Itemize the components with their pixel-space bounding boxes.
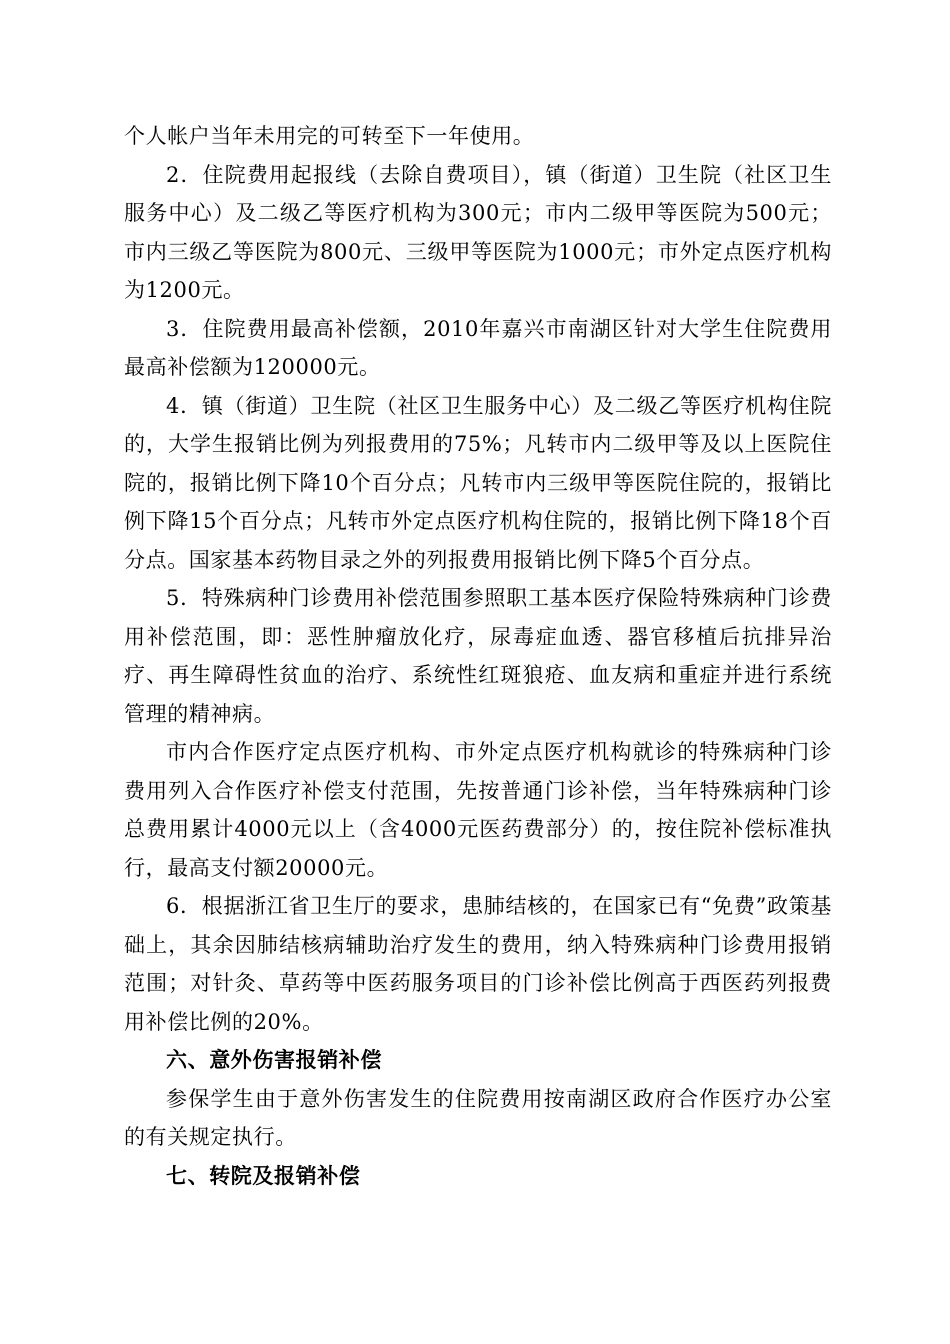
paragraph-tuberculosis-policy: 6．根据浙江省卫生厅的要求，患肺结核的，在国家已有“免费”政策基础上，其余因肺结核病辅助治疗发生的费用，纳入特殊病种门诊费用报销范围；对针灸、草药等中医药服务项目的门诊补偿比例高于西医药列报费用补偿比例的20%。	[124, 894, 832, 1034]
paragraph-special-disease-payment: 市内合作医疗定点医疗机构、市外定点医疗机构就诊的特殊病种门诊费用列入合作医疗补偿支付范围，先按普通门诊补偿，当年特殊病种门诊总费用累计4000元以上（含4000元医药费部分）的，按住院补偿标准执行，最高支付额20000元。	[124, 740, 832, 880]
section-heading-accidental-injury: 六、意外伤害报销补偿	[166, 1048, 382, 1072]
paragraph-personal-account: 个人帐户当年未用完的可转至下一年使用。	[124, 124, 535, 148]
paragraph-reimbursement-ratio: 4．镇（街道）卫生院（社区卫生服务中心）及二级乙等医疗机构住院的，大学生报销比例为列报费用的75%；凡转市内二级甲等及以上医院住院的，报销比例下降10个百分点；凡转市内三级甲等医院住院的，报销比例下降15个百分点；凡转市外定点医疗机构住院的，报销比例下降18个百分点。国家基本药物目录之外的列报费用报销比例下降5个百分点。	[124, 393, 832, 572]
paragraph-accidental-injury: 参保学生由于意外伤害发生的住院费用按南湖区政府合作医疗办公室的有关规定执行。	[124, 1086, 832, 1149]
paragraph-special-disease-scope: 5．特殊病种门诊费用补偿范围参照职工基本医疗保险特殊病种门诊费用补偿范围，即：恶性肿瘤放化疗，尿毒症血透、器官移植后抗排异治疗、再生障碍性贫血的治疗、系统性红斑狼疮、血友病和重症并进行系统管理的精神病。	[124, 586, 832, 726]
paragraph-max-compensation: 3．住院费用最高补偿额，2010年嘉兴市南湖区针对大学生住院费用最高补偿额为120000元。	[124, 316, 832, 379]
paragraph-hospitalization-threshold: 2．住院费用起报线（去除自费项目），镇（街道）卫生院（社区卫生服务中心）及二级乙等医疗机构为300元；市内二级甲等医院为500元；市内三级乙等医院为800元、三级甲等医院为1000元；市外定点医疗机构为1200元。	[124, 162, 832, 302]
document-body	[124, 117, 832, 1195]
section-heading-transfer: 七、转院及报销补偿	[166, 1163, 361, 1188]
